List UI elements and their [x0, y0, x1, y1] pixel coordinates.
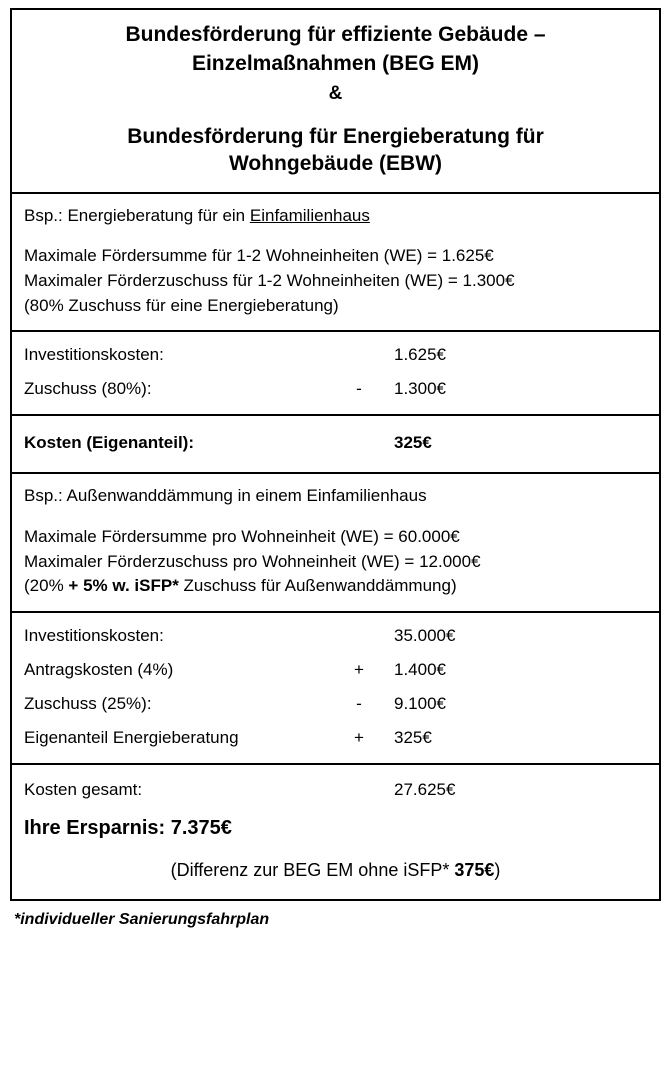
row-value: 325€: [394, 727, 432, 747]
footnote: *individueller Sanierungsfahrplan: [14, 910, 270, 928]
difference-prefix: (Differenz zur BEG EM ohne iSFP*: [170, 859, 455, 880]
example-2-line-3-c: Zuschuss für Außenwanddämmung): [178, 576, 457, 596]
row-value: 1.300€: [394, 379, 446, 399]
calculation-1-rows: [12, 332, 659, 416]
row-value: 35.000€: [394, 625, 456, 645]
calculation-2-rows: [12, 613, 659, 765]
savings-label: Ihre Ersparnis:: [24, 816, 171, 839]
difference-value: 375€: [454, 859, 495, 880]
row-operator: +: [354, 659, 364, 679]
table-row: [24, 338, 647, 372]
title-line-3: Bundesförderung für Energieberatung für: [127, 125, 544, 149]
example-2-line-2: Maximaler Förderzuschuss pro Wohneinheit (WE) = 12.000€: [24, 551, 481, 571]
example-1-line-1: Maximale Fördersumme für 1-2 Wohneinheiten (WE) = 1.625€: [24, 246, 494, 266]
row-label: Investitionskosten:: [24, 625, 164, 645]
total-label: Kosten gesamt:: [24, 779, 143, 799]
row-operator: -: [356, 693, 362, 713]
table-row: [24, 721, 647, 755]
title-ampersand: &: [328, 82, 343, 104]
example-1-heading-underlined: Einfamilienhaus: [249, 205, 370, 225]
total-section: [12, 765, 659, 899]
example-1-intro: [12, 194, 659, 333]
title-line-1: Bundesförderung für effiziente Gebäude –: [125, 23, 546, 46]
row-label: Investitionskosten:: [24, 345, 164, 365]
title-line-2: Einzelmaßnahmen (BEG EM): [191, 51, 480, 75]
example-1-heading-prefix: Bsp.: Energieberatung für ein: [24, 205, 250, 225]
table-row: [24, 619, 647, 653]
document-title: [12, 10, 659, 194]
row-label: Zuschuss (80%):: [24, 379, 152, 399]
example-2-line-3-a: (20%: [24, 576, 69, 596]
row-value: 1.400€: [394, 659, 446, 679]
row-value: 325€: [394, 433, 432, 453]
example-2-line-3-b: + 5% w. iSFP*: [68, 576, 179, 596]
example-1-line-2: Maximaler Förderzuschuss für 1-2 Wohneinheiten (WE) = 1.300€: [24, 271, 515, 291]
table-row: [24, 372, 647, 406]
row-label: Kosten (Eigenanteil):: [24, 433, 195, 453]
example-2-intro: [12, 474, 659, 613]
table-row: [24, 687, 647, 721]
example-1-heading: [24, 204, 647, 229]
title-line-4: Wohngebäude (EBW): [228, 151, 443, 175]
difference-line: [24, 844, 647, 889]
table-row: [24, 426, 647, 460]
savings-value: 7.375€: [170, 816, 232, 839]
savings-line: [24, 807, 647, 844]
row-value: 9.100€: [394, 693, 446, 713]
funding-example-table: [10, 8, 661, 901]
example-2-heading: Bsp.: Außenwanddämmung in einem Einfamilienhaus: [24, 486, 427, 506]
row-value: 1.625€: [394, 345, 446, 365]
row-operator: -: [356, 379, 362, 399]
table-row: [24, 773, 647, 807]
row-label: Eigenanteil Energieberatung: [24, 727, 239, 747]
example-2-line-3: [24, 574, 647, 599]
row-operator: +: [354, 727, 364, 747]
table-row: [24, 653, 647, 687]
row-label: Zuschuss (25%):: [24, 693, 152, 713]
example-2-line-1: Maximale Fördersumme pro Wohneinheit (WE) = 60.000€: [24, 527, 460, 547]
row-label: Antragskosten (4%): [24, 659, 174, 679]
example-1-line-3: (80% Zuschuss für eine Energieberatung): [24, 295, 339, 315]
total-value: 27.625€: [394, 779, 456, 799]
calculation-1-result: [12, 416, 659, 474]
difference-suffix: ): [494, 859, 501, 880]
